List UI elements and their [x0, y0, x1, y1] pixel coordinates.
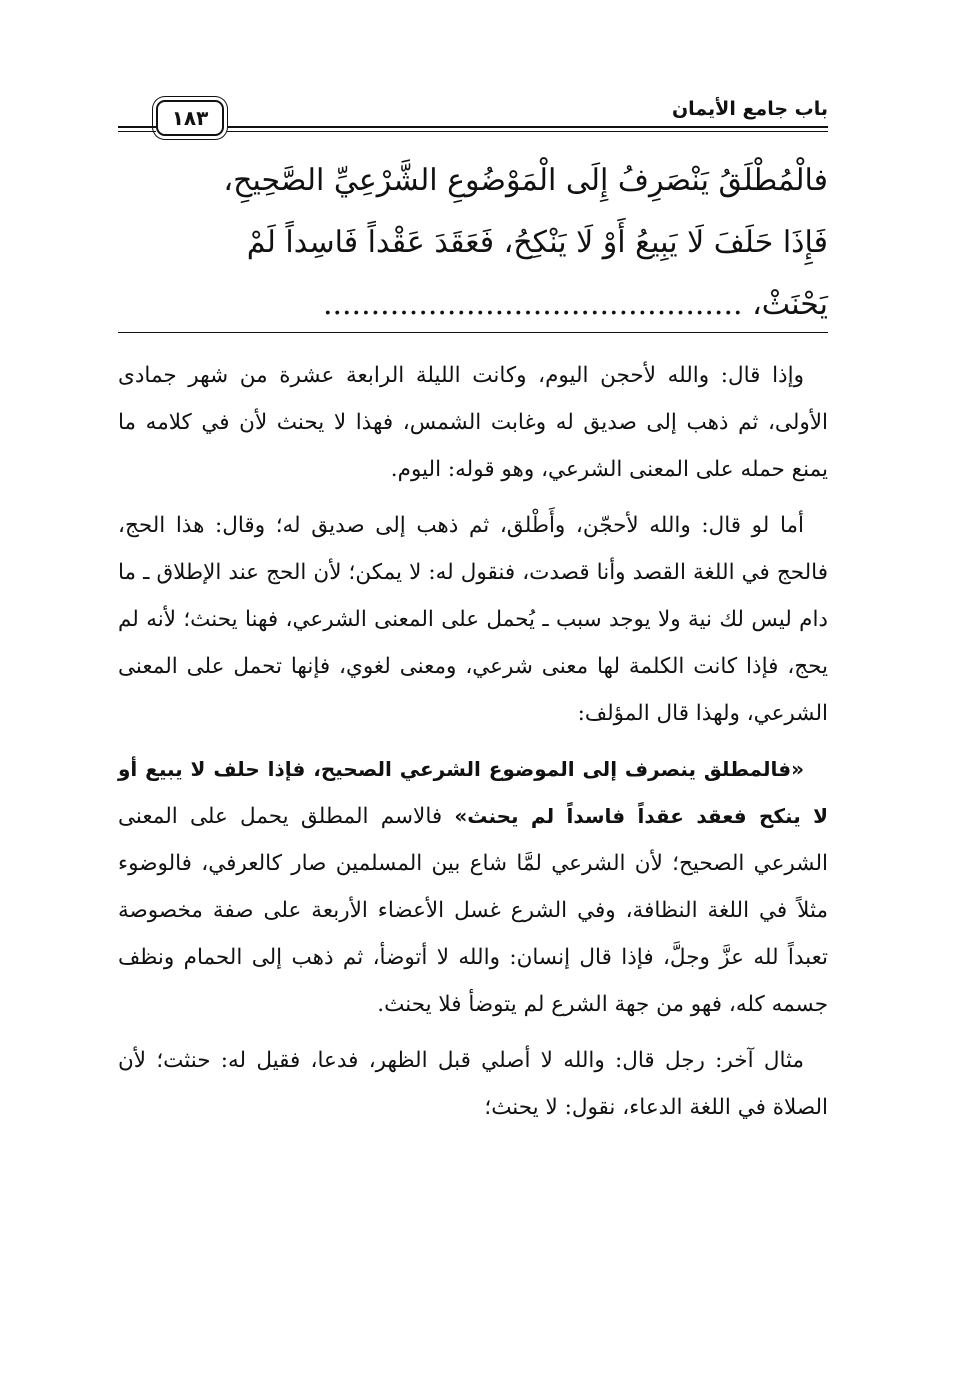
matn-line: يَحْنَثْ، ............................................ — [322, 287, 828, 322]
paragraph-2: أما لو قال: والله لأحجّن، وأَطْلق، ثم ذهب إلى صديق له؛ وقال: هذا الحج، فالحج في اللغة القصد وأنا قصدت، فنقول له: لا يمكن؛ لأن الحج عند الإطلاق ـ ما دام ليس لك نية ولا يوجد سبب ـ يُحمل على المعنى الشرعي، فهنا يحنث؛ لأنه لم يحج، فإذا كانت الكلمة لها معنى شرعي، ومعنى لغوي، فإنها تحمل على المعنى الشرعي، ولهذا قال المؤلف: — [118, 513, 828, 726]
page-number: ١٨٣ — [156, 100, 224, 136]
commentary-body — [118, 352, 828, 1140]
matn-line: فالْمُطْلَقُ يَنْصَرِفُ إِلَى الْمَوْضُوعِ الشَّرْعِيِّ الصَّحِيحِ، — [223, 163, 828, 198]
chapter-title: باب جامع الأيمان — [671, 98, 828, 120]
matn-quote: «فالمطلق ينصرف إلى الموضوع الشرعي الصحيح، فإذا حلف لا يبيع أو لا ينكح فعقد عقداً فاسداً لم يحنث» — [118, 757, 828, 828]
paragraph-4: مثال آخر: رجل قال: والله لا أصلي قبل الظهر، فدعا، فقيل له: حنثت؛ لأن الصلاة في اللغة الدعاء، نقول: لا يحنث؛ — [118, 1048, 828, 1120]
matn-text — [118, 150, 828, 336]
paragraph-3-text: فالاسم المطلق يحمل على المعنى الشرعي الصحيح؛ لأن الشرعي لمَّا شاع بين المسلمين صار كالعرفي، فالوضوء مثلاً في اللغة النظافة، وفي الشرع غسل الأعضاء الأربعة على صفة مخصوصة تعبداً لله عزَّ وجلَّ، فإذا قال إنسان: والله لا أتوضأ، ثم ذهب إلى الحمام ونظف جسمه كله، فهو من جهة الشرع لم يتوضأ فلا يحنث. — [118, 804, 828, 1017]
header-rule-left — [118, 126, 156, 132]
matn-line: فَإِذَا حَلَفَ لَا يَبِيعُ أَوْ لَا يَنْكِحُ، فَعَقَدَ عَقْداً فَاسِداً لَمْ — [246, 225, 828, 260]
header-rule-right — [224, 126, 828, 132]
paragraph-1: وإذا قال: والله لأحجن اليوم، وكانت الليلة الرابعة عشرة من شهر جمادى الأولى، ثم ذهب إلى صديق له وغابت الشمس، فهذا لا يحنث لأن في كلامه ما يمنع حمله على المعنى الشرعي، وهو قوله: اليوم. — [118, 363, 828, 482]
matn-divider — [118, 332, 828, 333]
running-header — [118, 92, 828, 142]
paragraph-3 — [118, 746, 828, 1028]
